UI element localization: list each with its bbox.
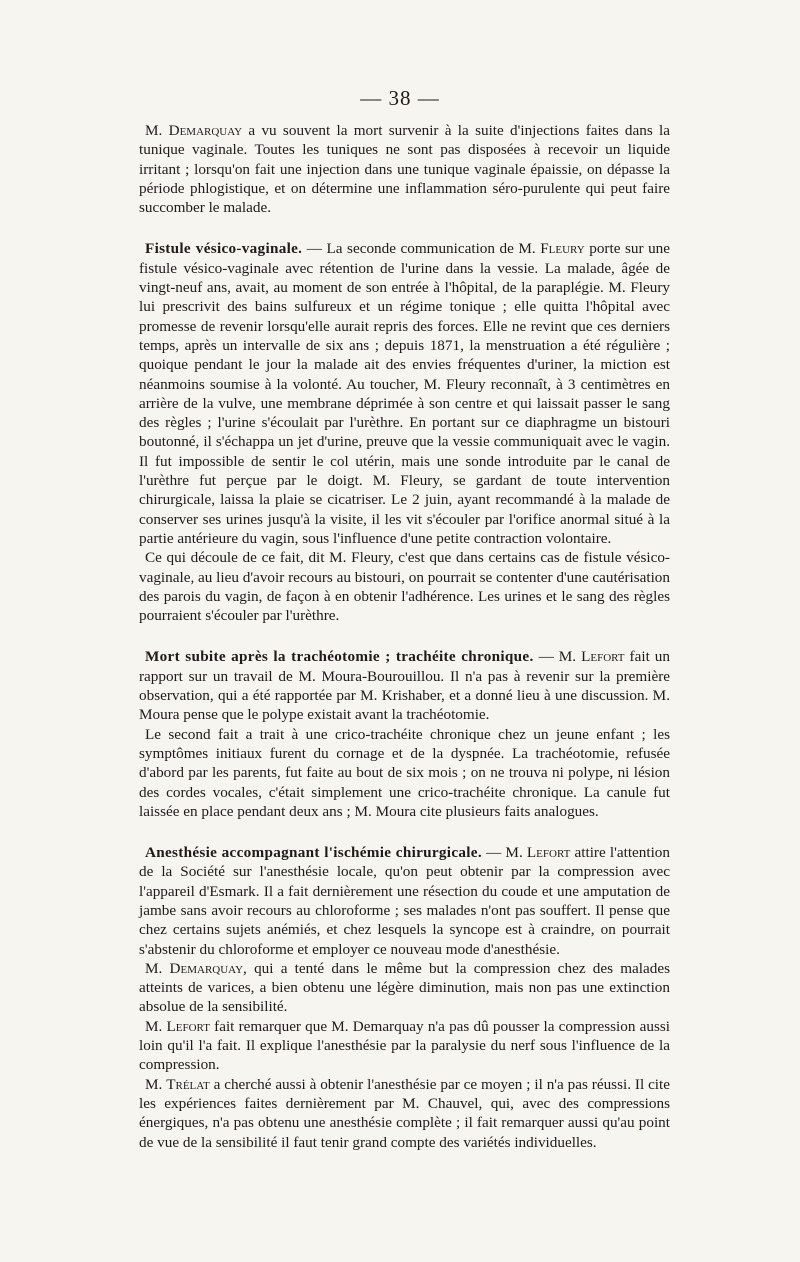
author-name: Fleury — [540, 240, 585, 258]
paragraph — [139, 647, 670, 724]
paragraph-text: fait un rapport sur un travail de M. Moura-Bourouillou. Il n'a pas à revenir sur la première observation, qui a été rapportée par M. Krishaber, et a donné lieu à une discussion. M. Moura pense que le polype existait avant la trachéotomie. — [139, 648, 670, 724]
paragraph — [139, 1017, 670, 1075]
paragraph — [139, 121, 670, 217]
section-heading: Fistule vésico-vaginale. — [145, 240, 303, 258]
author-name: Demarquay — [169, 959, 244, 977]
page-number: — 38 — — [360, 86, 440, 110]
paragraph — [139, 843, 670, 959]
author-name: Trélat — [166, 1075, 210, 1093]
paragraph-text: Le second fait a trait à une crico-trachéite chronique chez un jeune enfant ; les symptômes initiaux furent du cornage et de la dyspnée. La trachéotomie, refusée d'abord par les parents, fut faite au bout de six mois ; on ne trouva ni polype, ni lésion des cordes vocales, c'était simplement une crico-trachéite chronique. La canule fut laissée en place pendant deux ans ; M. Moura cite plusieurs faits analogues. — [139, 725, 670, 820]
paragraph-text: — M. — [533, 648, 582, 666]
paragraph — [139, 1075, 670, 1152]
paragraph-text: — M. — [481, 844, 527, 862]
paragraph-text: M. — [145, 1075, 167, 1093]
paragraph-text: — La seconde communication de M. — [302, 240, 541, 258]
author-name: Lefort — [526, 844, 571, 862]
paragraph — [139, 725, 670, 821]
paragraph — [139, 548, 670, 625]
paragraph-text: , qui a tenté dans le même but la compression chez des malades atteints de varices, a bien obtenu une légère diminution, mais non pas une extinction absolue de la sensibilité. — [139, 959, 670, 1016]
section-heading: Anesthésie accompagnant l'ischémie chirurgicale. — [145, 844, 482, 862]
author-name: Lefort — [581, 648, 625, 666]
author-name: Lefort — [166, 1017, 210, 1035]
paragraph-text: M. — [145, 1017, 167, 1035]
paragraph-text: a cherché aussi à obtenir l'anesthésie par ce moyen ; il n'a pas réussi. Il cite les expériences faites dernièrement par M. Chauvel, qui, avec des compressions énergiques, n'a pas obtenu une anesthésie complète ; il fait remarquer aussi qu'au point de vue de la sensibilité il faut tenir grand compte des variétés individuelles. — [139, 1075, 670, 1151]
paragraph-text: M. — [145, 122, 169, 139]
paragraph-text: Ce qui découle de ce fait, dit M. Fleury, c'est que dans certains cas de fistule vésico-vaginale, au lieu d'avoir recours au bistouri, on pourrait se contenter d'une cautérisation des parois du vagin, de façon à en obtenir l'adhérence. Les urines et le sang des règles pourraient s'écouler par l'urèthre. — [139, 549, 670, 625]
paragraph-text: attire l'attention de la Société sur l'anesthésie locale, qu'on peut obtenir par la compression avec l'appareil d'Esmark. Il a fait dernièrement une résection du coude et une amputation de jambe sans avoir recours au chloroforme ; ses malades n'ont pas souffert. Il pense que chez certains sujets anémiés, et chez lesquels la syncope est à craindre, on pourrait s'abstenir du chloroforme et employer ce nouveau mode d'anesthésie. — [139, 844, 670, 958]
paragraph — [139, 239, 670, 548]
author-name: Demarquay — [168, 122, 243, 139]
paragraph — [139, 959, 670, 1017]
paragraph-text: M. — [145, 959, 170, 977]
paragraph-text: fait remarquer que M. Demarquay n'a pas dû pousser la compression aussi loin qu'il l'a fait. Il explique l'anesthésie par la paralysie du nerf sous l'influence de la compression. — [139, 1017, 670, 1074]
paragraph-text: a vu souvent la mort survenir à la suite d'injections faites dans la tunique vaginale. Toutes les tuniques ne sont pas disposées à recevoir un liquide irritant ; lorsqu'on fait une injection dans une tunique vaginale épaissie, on dépasse la période phlogistique, et on détermine une inflammation séro-purulente qui peut faire succomber le malade. — [139, 122, 670, 217]
section-heading: Mort subite après la trachéotomie ; trachéite chronique. — [145, 648, 534, 666]
article-body — [139, 121, 670, 1152]
paragraph-text: porte sur une fistule vésico-vaginale avec rétention de l'urine dans la vessie. La malade, âgée de vingt-neuf ans, avait, au moment de son entrée à l'hôpital, de la paraplégie. M. Fleury lui prescrivit des bains sulfureux et un régime tonique ; elle quitta l'hôpital avec promesse de revenir lorsqu'elle aurait repris des forces. Elle ne revint que ces derniers temps, après un intervalle de six ans ; depuis 1871, la menstruation a été régulière ; quoique pendant le jour la malade ait des envies fréquentes d'uriner, la miction est néanmoins soumise à la volonté. Au toucher, M. Fleury reconnaît, à 3 centimètres en arrière de la vulve, une membrane déprimée à son centre et qui laissait passer le sang des règles ; l'urine s'écoulait par l'urèthre. En portant sur ce diaphragme un bistouri boutonné, il s'échappa un jet d'urine, preuve que la vessie communiquait avec le vagin. Il fut impossible de sentir le col utérin, mais une sonde introduite par le canal de l'urèthre fut perçue par le doigt. M. Fleury, se gardant de toute intervention chirurgicale, laissa la plaie se cicatriser. Le 2 juin, ayant recommandé à la malade de conserver ses urines jusqu'à la visite, il les vit s'écouler par l'orifice anormal situé à la partie antérieure du vagin, sous l'influence d'une petite contraction volontaire. — [139, 240, 670, 547]
